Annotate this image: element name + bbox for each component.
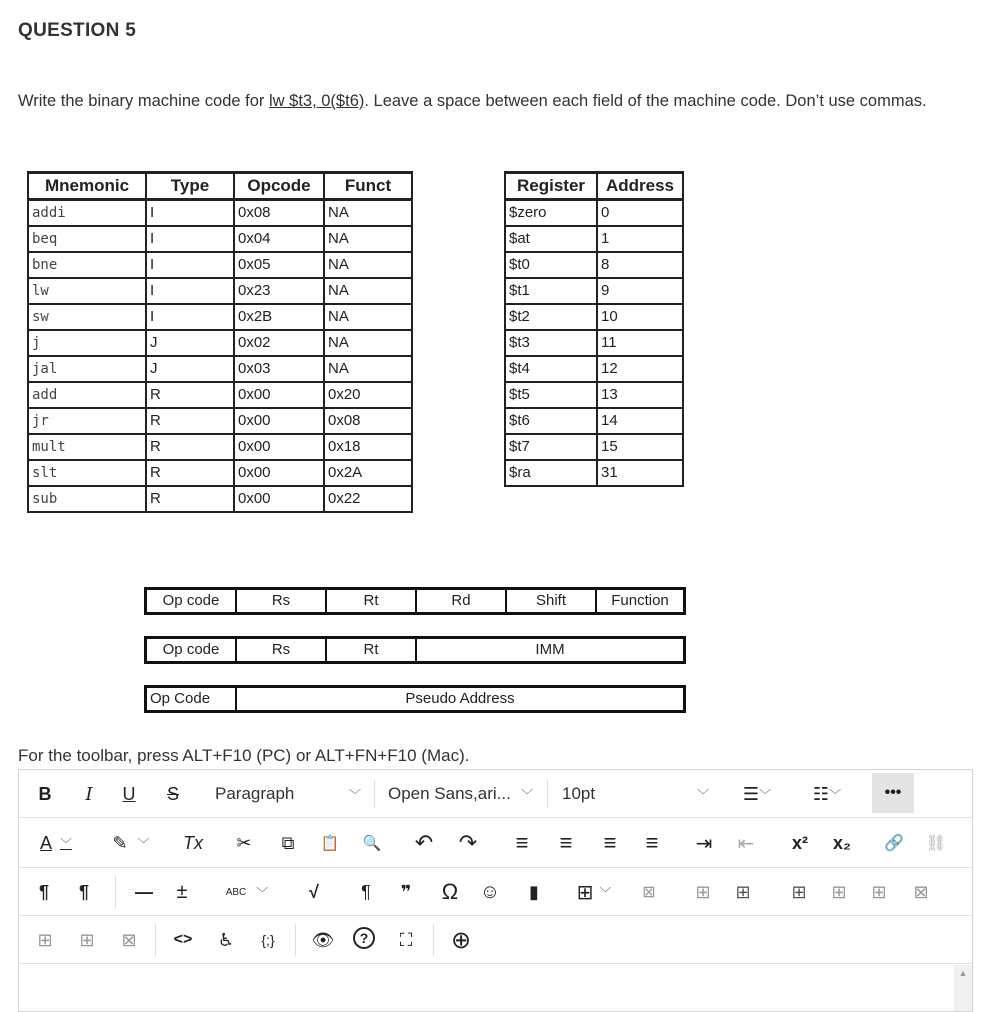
register-cell: $zero (505, 200, 597, 227)
register-row (505, 460, 683, 486)
indent-icon: ⇥ (695, 832, 713, 855)
opcode-cell: 0x03 (234, 356, 324, 382)
register-row (505, 434, 683, 460)
highlight-color-button[interactable] (105, 830, 157, 856)
table-merge-icon: ⊞ (37, 929, 53, 950)
opcode-cell: 0x2B (234, 304, 324, 330)
r-type-format (144, 587, 686, 615)
equation-button[interactable] (301, 879, 327, 905)
table-merge-button[interactable] (33, 927, 57, 953)
opcode-cell: 0x00 (234, 486, 324, 512)
find-button[interactable] (359, 830, 385, 856)
j-format-field: Pseudo Address (405, 690, 515, 707)
opcode-cell: sw (28, 304, 146, 330)
rtl-button[interactable] (71, 879, 97, 905)
opcode-cell: 0x00 (234, 382, 324, 408)
register-row (505, 408, 683, 434)
eye-icon: 👁 (311, 929, 335, 950)
opcode-cell: add (28, 382, 146, 408)
opcode-cell: NA (324, 226, 412, 252)
redo-button[interactable] (455, 830, 481, 856)
j-format-field: Op Code (147, 688, 237, 710)
rtl-icon: ¶ (78, 881, 89, 902)
opcode-row (28, 486, 412, 512)
highlighter-icon: ✎ (112, 832, 128, 853)
register-cell: 31 (597, 460, 683, 486)
opcode-row (28, 330, 412, 356)
scroll-up-icon[interactable]: ▲ (958, 968, 968, 978)
table-delete-icon: ⊠ (121, 929, 137, 950)
text-color-button[interactable] (33, 830, 79, 856)
help-icon: ? (359, 930, 369, 946)
pilcrow-icon: ¶ (361, 881, 371, 902)
i-format-field: Rs (237, 639, 327, 661)
j-type-format (144, 685, 686, 713)
cut-button[interactable] (231, 830, 257, 856)
opcode-cell: j (28, 330, 146, 356)
r-format-field: Rd (417, 590, 507, 612)
register-cell: $t7 (505, 434, 597, 460)
bullet-list-button[interactable] (733, 781, 781, 807)
table-col-icon: ⊞ (831, 881, 847, 902)
horizontal-line-button[interactable] (131, 879, 157, 905)
opcode-cell: NA (324, 252, 412, 278)
emoji-icon: ☺ (479, 880, 501, 903)
table-row-icon: ⊞ (735, 881, 751, 902)
opcode-cell: I (146, 252, 234, 278)
chevron-down-icon: ﹀ (696, 787, 709, 802)
register-cell: $t6 (505, 408, 597, 434)
paste-icon: 📋 (320, 835, 340, 852)
opcode-cell: NA (324, 278, 412, 304)
table-split-icon: ⊞ (79, 929, 95, 950)
opcode-row (28, 408, 412, 434)
toolbar-row-4 (19, 916, 972, 964)
table-insert-row-button[interactable] (867, 879, 891, 905)
special-character-button[interactable] (169, 879, 195, 905)
chevron-down-icon: ﹀ (60, 836, 73, 851)
align-left-icon: ≡ (515, 830, 529, 855)
opcode-cell: R (146, 408, 234, 434)
strikethrough-button[interactable]: S (166, 783, 179, 804)
redo-icon: ↷ (458, 830, 478, 855)
paragraph-select[interactable] (215, 781, 361, 807)
remove-link-button[interactable] (923, 830, 949, 856)
opcode-cell: jr (28, 408, 146, 434)
italic-button[interactable]: I (85, 783, 93, 805)
opcode-row (28, 226, 412, 252)
opcode-header-opcode: Opcode (234, 173, 324, 200)
divider (374, 780, 375, 808)
opcode-cell: 0x20 (324, 382, 412, 408)
opcode-cell: mult (28, 434, 146, 460)
register-row (505, 304, 683, 330)
spellcheck-button[interactable] (223, 879, 271, 905)
text-color-icon: A (39, 832, 52, 853)
table-col-after-button[interactable] (827, 879, 851, 905)
rich-text-editor[interactable] (18, 769, 973, 1012)
omega-button[interactable] (437, 879, 463, 905)
chevron-down-icon: ﹀ (520, 787, 533, 802)
opcode-cell: J (146, 330, 234, 356)
justify-icon: ≡ (645, 830, 659, 855)
register-cell: 0 (597, 200, 683, 227)
divider (295, 924, 296, 956)
opcode-row (28, 304, 412, 330)
r-format-field: Shift (507, 590, 597, 612)
r-format-field: Function (611, 592, 669, 609)
unlink-icon: ⛓ (925, 835, 947, 852)
emoji-button[interactable] (477, 879, 503, 905)
opcode-row (28, 278, 412, 304)
align-left-button[interactable] (509, 830, 535, 856)
table-row-after-button[interactable] (731, 879, 755, 905)
register-cell: 11 (597, 330, 683, 356)
register-cell: 12 (597, 356, 683, 382)
opcode-cell: 0x2A (324, 460, 412, 486)
underline-button[interactable]: U (122, 783, 136, 804)
numbered-list-icon: ☷ (812, 783, 830, 804)
opcode-cell: R (146, 382, 234, 408)
align-right-icon: ≡ (603, 830, 617, 855)
r-format-field: Op code (147, 590, 237, 612)
insert-link-button[interactable] (881, 830, 907, 856)
cut-icon: ✂ (236, 832, 252, 853)
opcode-row (28, 356, 412, 382)
register-cell: $t4 (505, 356, 597, 382)
register-cell: 10 (597, 304, 683, 330)
toolbar-row-1 (19, 770, 972, 818)
outdent-button[interactable] (733, 830, 759, 856)
preview-button[interactable] (309, 927, 337, 953)
opcode-cell: J (146, 356, 234, 382)
opcode-cell: I (146, 278, 234, 304)
quote-icon: ❞ (400, 881, 412, 902)
copy-button[interactable] (275, 830, 301, 856)
register-cell: $t1 (505, 278, 597, 304)
opcode-cell: 0x00 (234, 460, 324, 486)
i-format-field: IMM (535, 641, 565, 658)
opcode-cell: 0x00 (234, 408, 324, 434)
outdent-icon: ⇤ (737, 832, 755, 855)
table-delete-row-button[interactable] (909, 879, 933, 905)
link-icon: 🔗 (884, 835, 904, 852)
table-delete-button[interactable] (637, 879, 661, 905)
toolbar-row-3 (19, 868, 972, 916)
source-code-button[interactable] (253, 927, 283, 953)
justify-button[interactable] (639, 830, 665, 856)
opcode-cell: lw (28, 278, 146, 304)
register-cell: $at (505, 226, 597, 252)
register-row (505, 252, 683, 278)
chevron-down-icon: ﹀ (348, 787, 361, 802)
i-format-field: Op code (147, 639, 237, 661)
paste-button[interactable] (317, 830, 343, 856)
opcode-cell: R (146, 486, 234, 512)
chevron-down-icon: ﹀ (256, 885, 269, 900)
opcode-cell: addi (28, 200, 146, 227)
register-cell: 13 (597, 382, 683, 408)
opcode-cell: R (146, 434, 234, 460)
question-text-after: . Leave a space between each field of the machine code. Don’t use commas. (364, 92, 927, 110)
opcode-cell: 0x22 (324, 486, 412, 512)
spellcheck-icon: ABC (225, 886, 247, 898)
more-options-button[interactable]: ••• (872, 773, 914, 813)
opcode-cell: 0x18 (324, 434, 412, 460)
register-table (504, 171, 684, 487)
ltr-icon: ¶ (38, 881, 49, 902)
divider (433, 924, 434, 956)
register-cell: 8 (597, 252, 683, 278)
register-cell: 14 (597, 408, 683, 434)
register-row (505, 200, 683, 227)
blockquote-button[interactable] (393, 879, 419, 905)
divider (547, 780, 548, 808)
opcode-cell: R (146, 460, 234, 486)
question-instruction: lw $t3, 0($t6) (268, 92, 365, 110)
r-format-field: Rs (237, 590, 327, 612)
opcode-header-funct: Funct (324, 173, 412, 200)
opcode-cell: 0x02 (234, 330, 324, 356)
accessibility-icon: ♿ (217, 929, 235, 950)
divider (115, 876, 116, 908)
table-button[interactable] (571, 879, 617, 905)
opcode-cell: NA (324, 356, 412, 382)
fullscreen-button[interactable] (393, 927, 419, 953)
font-family-select-value: Open Sans,ari... (388, 784, 511, 803)
math-icon: √ (309, 881, 319, 902)
bullet-list-icon: ☰ (742, 783, 760, 804)
table-delete-icon: ⊠ (913, 881, 929, 902)
fullscreen-icon: ⛶ (399, 929, 413, 950)
show-blocks-button[interactable] (353, 879, 379, 905)
r-format-field: Rt (327, 590, 417, 612)
table-delete-col-button[interactable] (117, 927, 141, 953)
accessibility-checker-button[interactable] (213, 927, 239, 953)
register-cell: $t5 (505, 382, 597, 408)
opcode-cell: I (146, 304, 234, 330)
register-row (505, 330, 683, 356)
font-size-select-value: 10pt (562, 784, 596, 803)
register-cell: $ra (505, 460, 597, 486)
table-delete-icon: ⊠ (642, 884, 656, 901)
table-col-before-button[interactable] (787, 879, 811, 905)
search-icon: 🔍 (362, 835, 382, 852)
undo-icon: ↶ (414, 830, 434, 855)
divider (155, 924, 156, 956)
toolbar-hint: For the toolbar, press ALT+F10 (PC) or ALT+FN+F10 (Mac). (18, 746, 470, 765)
add-content-button[interactable] (447, 927, 475, 953)
question-title: QUESTION 5 (18, 20, 137, 41)
opcode-cell: 0x04 (234, 226, 324, 252)
superscript-button[interactable]: x² (791, 832, 808, 853)
clear-formatting-button[interactable]: Tx (183, 832, 203, 853)
opcode-row (28, 200, 412, 227)
paragraph-select-value: Paragraph (215, 784, 295, 803)
undo-button[interactable] (411, 830, 437, 856)
register-row (505, 226, 683, 252)
table-col-icon: ⊞ (791, 881, 807, 902)
register-cell: $t3 (505, 330, 597, 356)
register-row (505, 278, 683, 304)
font-family-select[interactable] (388, 781, 533, 807)
i-format-field: Rt (327, 639, 417, 661)
question-text (18, 88, 948, 114)
register-header-address: Address (597, 173, 683, 200)
register-cell: $t2 (505, 304, 597, 330)
code-icon: <> (173, 931, 193, 948)
align-right-button[interactable] (597, 830, 623, 856)
opcode-cell: 0x05 (234, 252, 324, 278)
font-size-select[interactable] (562, 781, 709, 807)
table-icon: ⊞ (576, 881, 594, 904)
register-header-register: Register (505, 173, 597, 200)
bookmark-icon: ▮ (529, 881, 539, 902)
opcode-cell: NA (324, 304, 412, 330)
copy-icon: ⧉ (281, 832, 295, 853)
subscript-button[interactable]: x₂ (832, 832, 851, 853)
opcode-cell: 0x08 (324, 408, 412, 434)
opcode-cell: I (146, 200, 234, 227)
i-type-format (144, 636, 686, 664)
toolbar-row-2 (19, 818, 972, 868)
table-row-before-button[interactable] (691, 879, 715, 905)
chevron-down-icon: ﹀ (829, 787, 842, 802)
opcode-cell: 0x00 (234, 434, 324, 460)
opcode-cell: 0x23 (234, 278, 324, 304)
numbered-list-button[interactable] (803, 781, 851, 807)
insert-code-button[interactable] (169, 927, 197, 953)
align-center-icon: ≡ (559, 830, 573, 855)
align-center-button[interactable] (553, 830, 579, 856)
plus-minus-icon: ± (176, 880, 188, 903)
omega-icon: Ω (441, 879, 459, 904)
anchor-button[interactable] (521, 879, 547, 905)
opcode-cell: beq (28, 226, 146, 252)
indent-button[interactable] (691, 830, 717, 856)
opcode-cell: jal (28, 356, 146, 382)
opcode-row (28, 382, 412, 408)
plus-circle-icon: ⊕ (450, 926, 472, 954)
chevron-down-icon: ﹀ (759, 787, 772, 802)
horizontal-line-icon: — (135, 881, 153, 902)
register-cell: $t0 (505, 252, 597, 278)
opcode-cell: sub (28, 486, 146, 512)
chevron-down-icon: ﹀ (137, 836, 150, 851)
question-text-before: Write the binary machine code for (18, 92, 269, 110)
register-row (505, 356, 683, 382)
table-insert-icon: ⊞ (871, 881, 887, 902)
table-row-icon: ⊞ (695, 881, 711, 902)
register-cell: 1 (597, 226, 683, 252)
table-split-button[interactable] (75, 927, 99, 953)
opcode-cell: 0x08 (234, 200, 324, 227)
chevron-down-icon: ﹀ (599, 885, 612, 900)
opcode-header-type: Type (146, 173, 234, 200)
opcode-table (27, 171, 413, 513)
bold-button[interactable]: B (38, 783, 52, 804)
opcode-header-mnemonic: Mnemonic (28, 173, 146, 200)
register-cell: 9 (597, 278, 683, 304)
opcode-cell: I (146, 226, 234, 252)
opcode-cell: bne (28, 252, 146, 278)
opcode-cell: NA (324, 200, 412, 227)
opcode-cell: slt (28, 460, 146, 486)
editor-scrollbar[interactable] (954, 965, 972, 1011)
opcode-row (28, 252, 412, 278)
source-code-icon: {;} (261, 932, 275, 948)
ltr-button[interactable] (31, 879, 57, 905)
opcode-row (28, 460, 412, 486)
register-cell: 15 (597, 434, 683, 460)
opcode-row (28, 434, 412, 460)
register-row (505, 382, 683, 408)
opcode-cell: NA (324, 330, 412, 356)
help-button[interactable] (353, 927, 375, 949)
